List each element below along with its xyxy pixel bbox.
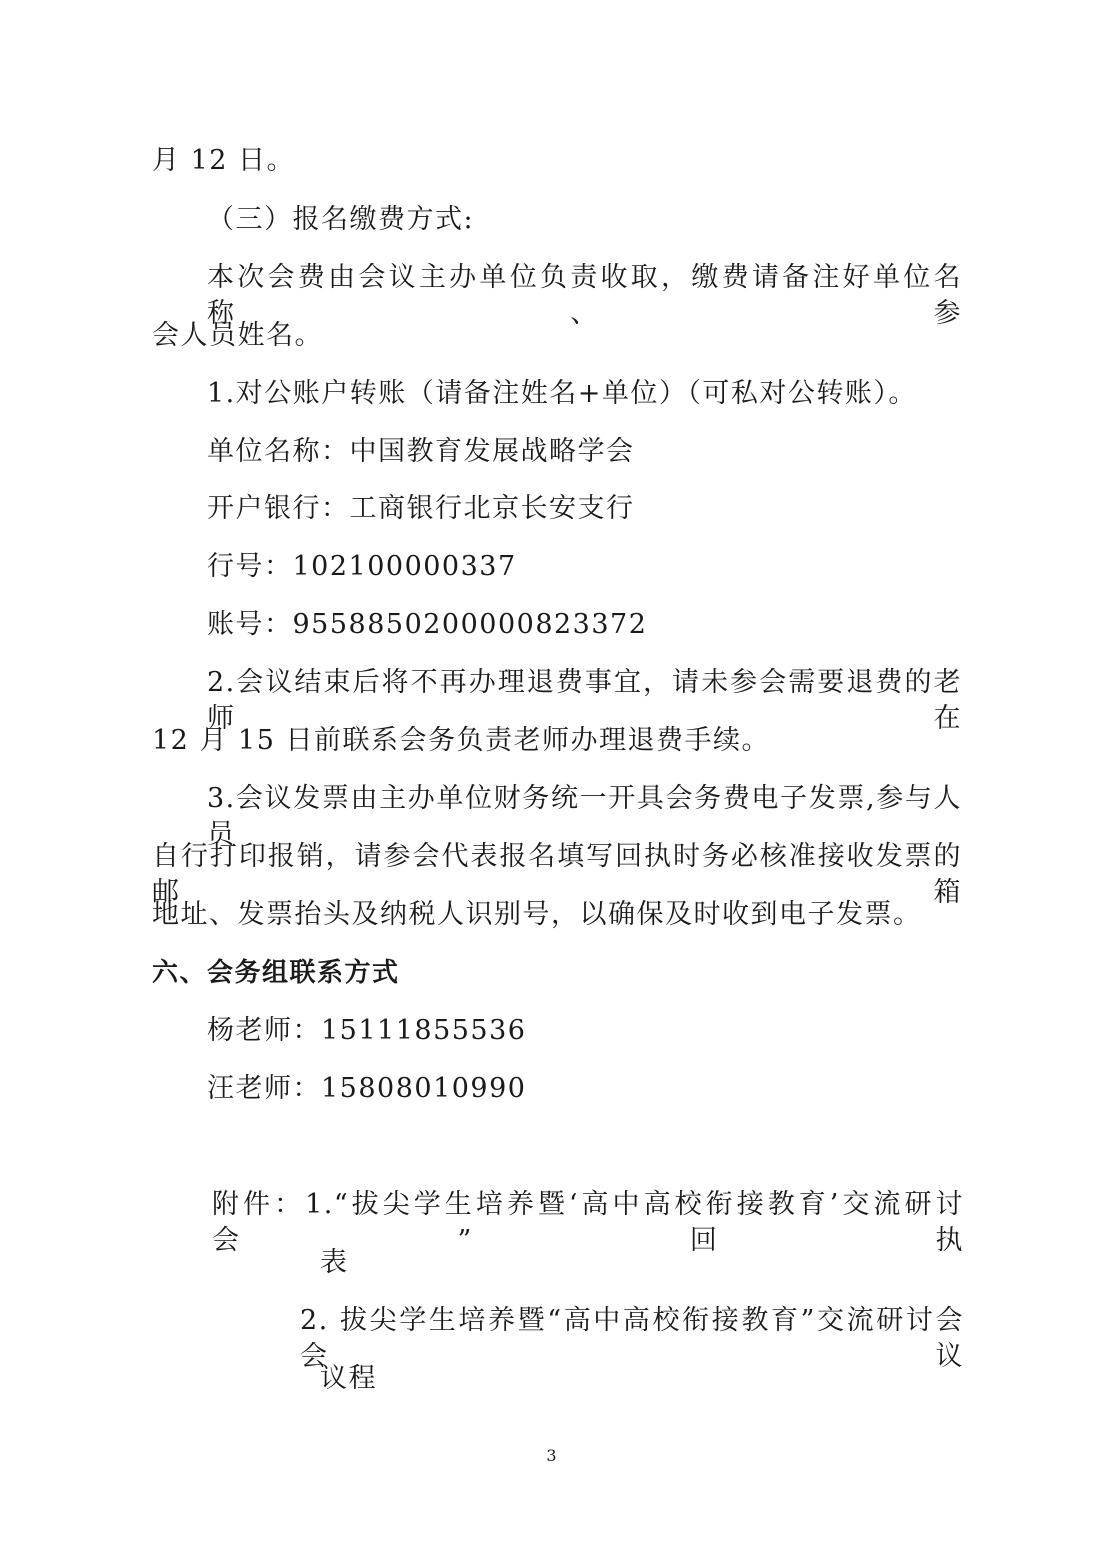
account-name: 单位名称：中国教育发展战略学会 xyxy=(207,436,635,467)
contact-teacher-yang: 杨老师：15111855536 xyxy=(207,1015,527,1046)
attachment-item-2: 2. 拔尖学生培养暨“高中高校衔接教育”交流研讨会会议 xyxy=(300,1305,964,1372)
bank-code: 行号：102100000337 xyxy=(207,551,517,582)
paragraph-line: 月 12 日。 xyxy=(152,145,296,176)
transfer-instruction: 1.对公账户转账（请备注姓名+单位）（可私对公转账）。 xyxy=(207,378,917,409)
contact-heading: 六、会务组联系方式 xyxy=(152,958,400,988)
paragraph-line: 2.会议结束后将不再办理退费事宜，请未参会需要退费的老师在 xyxy=(207,667,962,734)
paragraph-line: 3.会议发票由主办单位财务统一开具会务费电子发票,参与人员 xyxy=(207,783,962,850)
paragraph-line: 本次会费由会议主办单位负责收取，缴费请备注好单位名称、参 xyxy=(207,262,962,329)
attachment-item-2-continued: 议程 xyxy=(320,1363,377,1394)
contact-teacher-wang: 汪老师：15808010990 xyxy=(207,1073,527,1104)
account-number: 账号：9558850200000823372 xyxy=(207,609,648,640)
paragraph-line: 地址、发票抬头及纳税人识别号，以确保及时收到电子发票。 xyxy=(152,899,922,930)
paragraph-line: 12 月 15 日前联系会务负责老师办理退费手续。 xyxy=(152,725,770,756)
attachment-item-1-continued: 表 xyxy=(320,1247,349,1278)
bank-name: 开户银行：工商银行北京长安支行 xyxy=(207,493,635,524)
paragraph-line: 会人员姓名。 xyxy=(152,320,323,351)
page-number: 3 xyxy=(546,1446,557,1465)
section-subheading: （三）报名缴费方式: xyxy=(207,204,475,235)
paragraph-line: 自行打印报销，请参会代表报名填写回执时务必核准接收发票的邮箱 xyxy=(152,841,962,908)
attachment-item-1: 附件：1.“拔尖学生培养暨‘高中高校衔接教育’交流研讨会”回执 xyxy=(212,1189,964,1256)
